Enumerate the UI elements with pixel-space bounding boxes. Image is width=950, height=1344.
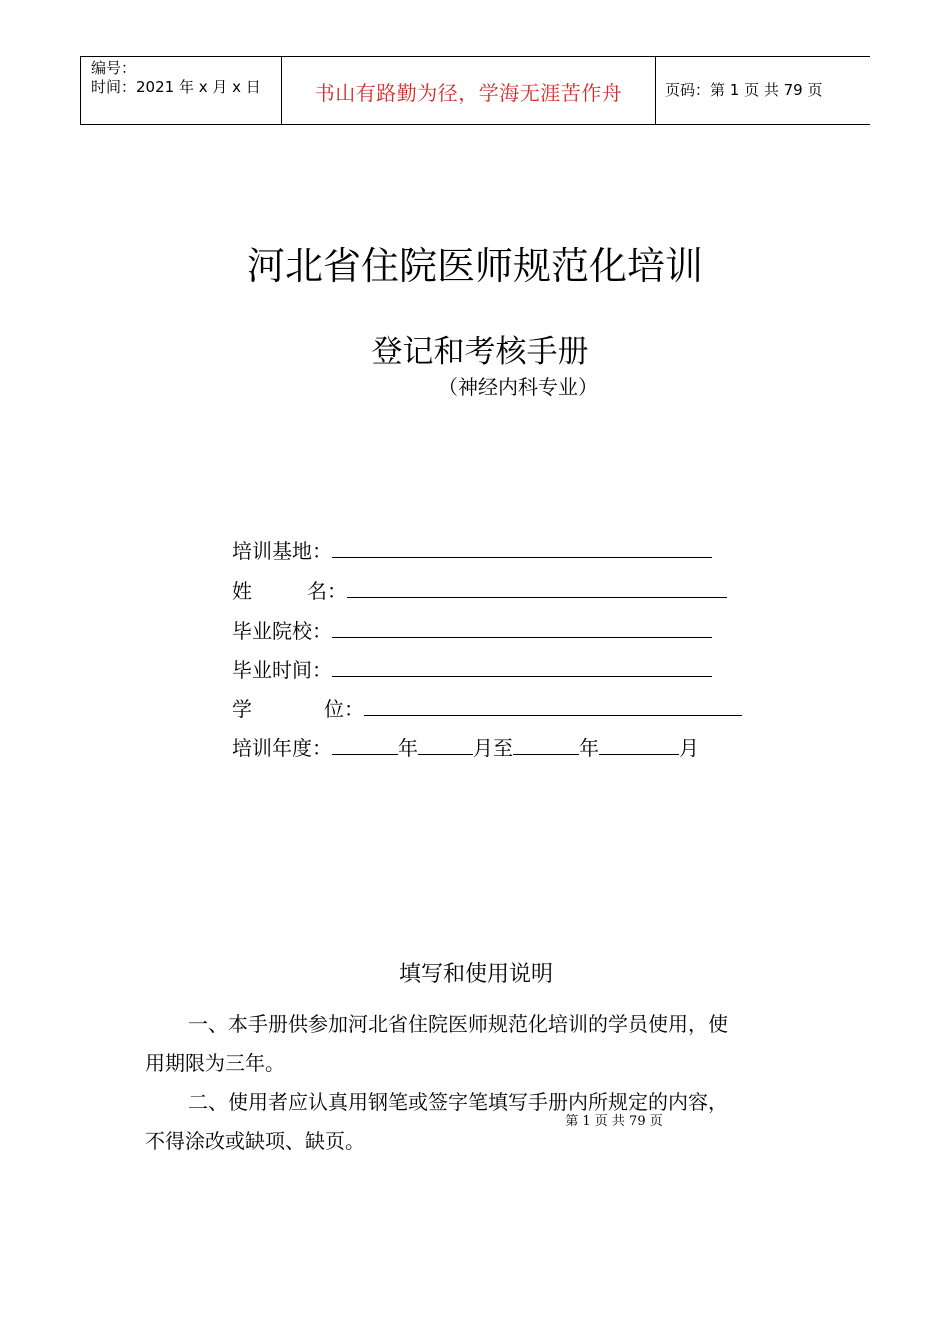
start-year-line[interactable]: [332, 736, 398, 755]
instruction-1-line-1: 一、本手册供参加河北省住院医师规范化培训的学员使用，使: [188, 1012, 728, 1036]
end-year-unit: 年: [579, 736, 599, 760]
cover-major: （神经内科专业）: [438, 375, 598, 399]
training-year-label: 培训年度：: [232, 736, 332, 760]
header-page-cell: [656, 57, 871, 124]
field-degree: [232, 696, 742, 722]
header-page-info: 页码：第 1 页 共 79 页: [665, 81, 823, 99]
header-left-cell: [81, 57, 282, 124]
end-month-line[interactable]: [599, 736, 679, 755]
training-base-label: 培训基地：: [232, 539, 332, 563]
header-table: [80, 56, 870, 125]
school-label: 毕业院校：: [232, 619, 332, 643]
month-to-label: 月至: [473, 736, 513, 760]
degree-line[interactable]: [364, 697, 742, 716]
cover-subtitle: 登记和考核手册: [371, 334, 589, 370]
degree-label-second: 位：: [324, 697, 364, 721]
degree-label-first: 学: [232, 697, 252, 721]
start-year-unit: 年: [398, 736, 418, 760]
field-name: [232, 578, 727, 604]
end-month-unit: 月: [679, 736, 699, 760]
name-label-second: 名：: [307, 579, 347, 603]
instruction-2-line-2: 不得涂改或缺项、缺页。: [145, 1129, 365, 1153]
name-label-first: 姓: [232, 579, 252, 603]
end-year-line[interactable]: [513, 736, 579, 755]
field-grad-time: [232, 657, 712, 683]
field-training-year: [232, 735, 699, 761]
grad-time-line[interactable]: [332, 658, 712, 677]
header-motto-cell: [282, 57, 656, 124]
grad-time-label: 毕业时间：: [232, 658, 332, 682]
document-number-label: 编号：: [91, 59, 137, 77]
instruction-1-line-2: 用期限为三年。: [145, 1051, 285, 1075]
field-training-base: [232, 538, 712, 564]
field-school: [232, 618, 712, 644]
instruction-2-line-1: 二、使用者应认真用钢笔或签字笔填写手册内所规定的内容，: [188, 1090, 728, 1114]
footer-page-number: 第 1 页 共 79 页: [565, 1114, 663, 1129]
instructions-title: 填写和使用说明: [398, 962, 553, 987]
cover-title: 河北省住院医师规范化培训: [246, 244, 703, 288]
school-line[interactable]: [332, 619, 712, 638]
name-line[interactable]: [347, 579, 727, 598]
start-month-line[interactable]: [418, 736, 473, 755]
document-date: 时间：2021 年 x 月 x 日: [91, 78, 261, 96]
training-base-line[interactable]: [332, 539, 712, 558]
motto-text: 书山有路勤为径，学海无涯苦作舟: [314, 81, 623, 105]
